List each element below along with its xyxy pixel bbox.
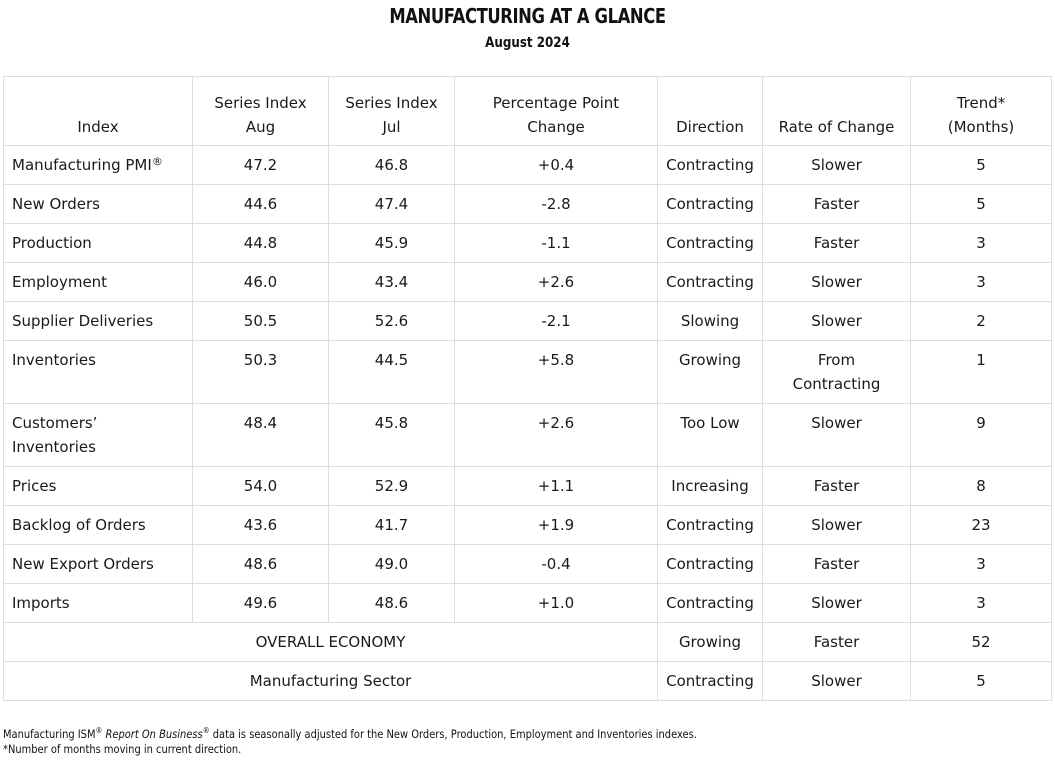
trend-months: 9 bbox=[911, 404, 1052, 467]
table-row bbox=[4, 506, 1052, 545]
series-jul: 52.9 bbox=[329, 467, 455, 506]
summary-label: OVERALL ECONOMY bbox=[4, 623, 658, 662]
page-subtitle: August 2024 bbox=[485, 35, 570, 51]
direction: Contracting bbox=[658, 584, 763, 623]
point-change: +1.1 bbox=[455, 467, 658, 506]
glance-table bbox=[3, 76, 1052, 701]
header-change: Percentage Point Change bbox=[455, 77, 658, 146]
point-change: +0.4 bbox=[455, 146, 658, 185]
rate-of-change: Slower bbox=[763, 263, 911, 302]
point-change: +2.6 bbox=[455, 404, 658, 467]
index-name: Imports bbox=[4, 584, 193, 623]
series-aug: 47.2 bbox=[193, 146, 329, 185]
trend-months: 3 bbox=[911, 584, 1052, 623]
direction: Increasing bbox=[658, 467, 763, 506]
table-row bbox=[4, 224, 1052, 263]
summary-row-overall-economy bbox=[4, 623, 1052, 662]
point-change: -2.1 bbox=[455, 302, 658, 341]
header-direction: Direction bbox=[658, 77, 763, 146]
trend-months: 5 bbox=[911, 185, 1052, 224]
series-jul: 46.8 bbox=[329, 146, 455, 185]
rate-of-change: Faster bbox=[763, 185, 911, 224]
index-name: Employment bbox=[4, 263, 193, 302]
rate-of-change: Faster bbox=[763, 545, 911, 584]
trend-months: 8 bbox=[911, 467, 1052, 506]
trend-months: 52 bbox=[911, 623, 1052, 662]
trend-months: 3 bbox=[911, 545, 1052, 584]
trend-months: 23 bbox=[911, 506, 1052, 545]
index-name: New Export Orders bbox=[4, 545, 193, 584]
point-change: +5.8 bbox=[455, 341, 658, 404]
table-row bbox=[4, 263, 1052, 302]
rate-of-change: Slower bbox=[763, 584, 911, 623]
table-row bbox=[4, 302, 1052, 341]
table-row bbox=[4, 545, 1052, 584]
summary-label: Manufacturing Sector bbox=[4, 662, 658, 701]
rate-of-change: Slower bbox=[763, 302, 911, 341]
series-aug: 46.0 bbox=[193, 263, 329, 302]
direction: Slowing bbox=[658, 302, 763, 341]
point-change: +1.9 bbox=[455, 506, 658, 545]
index-name: New Orders bbox=[4, 185, 193, 224]
table-row bbox=[4, 404, 1052, 467]
point-change: +1.0 bbox=[455, 584, 658, 623]
series-jul: 43.4 bbox=[329, 263, 455, 302]
index-name: Inventories bbox=[4, 341, 193, 404]
index-name: Manufacturing PMI® bbox=[4, 146, 193, 185]
rate-of-change: Faster bbox=[763, 224, 911, 263]
table-row bbox=[4, 341, 1052, 404]
direction: Contracting bbox=[658, 662, 763, 701]
series-aug: 48.6 bbox=[193, 545, 329, 584]
trend-months: 5 bbox=[911, 662, 1052, 701]
series-jul: 45.8 bbox=[329, 404, 455, 467]
header-rate: Rate of Change bbox=[763, 77, 911, 146]
direction: Growing bbox=[658, 623, 763, 662]
index-name: Supplier Deliveries bbox=[4, 302, 193, 341]
rate-of-change: Slower bbox=[763, 662, 911, 701]
rate-of-change: Faster bbox=[763, 623, 911, 662]
footnotes bbox=[3, 727, 697, 757]
series-aug: 49.6 bbox=[193, 584, 329, 623]
rate-of-change: Slower bbox=[763, 404, 911, 467]
series-jul: 45.9 bbox=[329, 224, 455, 263]
index-name: Production bbox=[4, 224, 193, 263]
series-aug: 50.3 bbox=[193, 341, 329, 404]
index-name: Prices bbox=[4, 467, 193, 506]
direction: Growing bbox=[658, 341, 763, 404]
direction: Contracting bbox=[658, 146, 763, 185]
footnote-seasonal: Manufacturing ISM® Report On Business® data is seasonally adjusted for the New Orders, Production, Employment and Inventories indexes. bbox=[3, 726, 697, 741]
series-aug: 44.8 bbox=[193, 224, 329, 263]
direction: Too Low bbox=[658, 404, 763, 467]
header-trend: Trend* (Months) bbox=[911, 77, 1052, 146]
trend-months: 3 bbox=[911, 224, 1052, 263]
rate-of-change: Slower bbox=[763, 146, 911, 185]
series-jul: 44.5 bbox=[329, 341, 455, 404]
series-jul: 49.0 bbox=[329, 545, 455, 584]
table-row bbox=[4, 185, 1052, 224]
direction: Contracting bbox=[658, 224, 763, 263]
header-series-jul: Series Index Jul bbox=[329, 77, 455, 146]
direction: Contracting bbox=[658, 545, 763, 584]
point-change: -1.1 bbox=[455, 224, 658, 263]
rate-of-change: From Contracting bbox=[763, 341, 911, 404]
series-aug: 43.6 bbox=[193, 506, 329, 545]
direction: Contracting bbox=[658, 185, 763, 224]
trend-months: 3 bbox=[911, 263, 1052, 302]
series-aug: 44.6 bbox=[193, 185, 329, 224]
table-row bbox=[4, 584, 1052, 623]
series-aug: 48.4 bbox=[193, 404, 329, 467]
table-row bbox=[4, 467, 1052, 506]
series-jul: 47.4 bbox=[329, 185, 455, 224]
header-index: Index bbox=[4, 77, 193, 146]
point-change: -2.8 bbox=[455, 185, 658, 224]
table-row bbox=[4, 146, 1052, 185]
index-name: Customers’ Inventories bbox=[4, 404, 193, 467]
registered-mark: ® bbox=[151, 155, 163, 168]
header-row bbox=[4, 77, 1052, 146]
trend-months: 1 bbox=[911, 341, 1052, 404]
series-jul: 52.6 bbox=[329, 302, 455, 341]
rate-of-change: Faster bbox=[763, 467, 911, 506]
page-title: MANUFACTURING AT A GLANCE bbox=[389, 4, 666, 28]
series-jul: 41.7 bbox=[329, 506, 455, 545]
point-change: -0.4 bbox=[455, 545, 658, 584]
direction: Contracting bbox=[658, 506, 763, 545]
footnote-trend: *Number of months moving in current direction. bbox=[3, 742, 242, 756]
index-name: Backlog of Orders bbox=[4, 506, 193, 545]
series-aug: 54.0 bbox=[193, 467, 329, 506]
series-aug: 50.5 bbox=[193, 302, 329, 341]
trend-months: 5 bbox=[911, 146, 1052, 185]
point-change: +2.6 bbox=[455, 263, 658, 302]
rate-of-change: Slower bbox=[763, 506, 911, 545]
header-series-aug: Series Index Aug bbox=[193, 77, 329, 146]
summary-row-manufacturing-sector bbox=[4, 662, 1052, 701]
trend-months: 2 bbox=[911, 302, 1052, 341]
series-jul: 48.6 bbox=[329, 584, 455, 623]
direction: Contracting bbox=[658, 263, 763, 302]
